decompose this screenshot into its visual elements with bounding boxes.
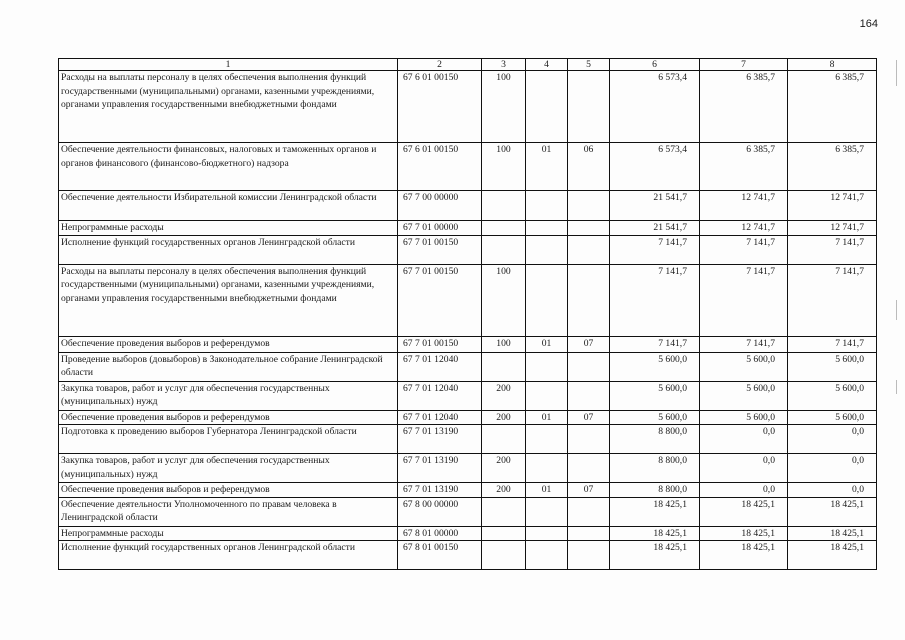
subsection [568, 526, 610, 541]
table-row [59, 410, 877, 425]
budget-code: 67 7 00 00000 [398, 191, 482, 221]
section: 01 [526, 483, 568, 498]
col-header: 4 [526, 59, 568, 71]
section: 01 [526, 143, 568, 191]
amount-col7: 18 425,1 [700, 541, 788, 570]
row-name: Расходы на выплаты персоналу в целях обеспечения выполнения функций государственными (муниципальными) органами, казенными учреждениями, органами управления государственными внебюджетными фондами [59, 264, 398, 336]
subsection [568, 191, 610, 221]
amount-col8: 5 600,0 [788, 352, 877, 381]
amount-col8: 0,0 [788, 483, 877, 498]
budget-code: 67 7 01 13190 [398, 483, 482, 498]
subsection [568, 381, 610, 410]
row-name: Обеспечение деятельности финансовых, налоговых и таможенных органов и органов финансового (финансово-бюджетного) надзора [59, 143, 398, 191]
amount-col8: 6 385,7 [788, 71, 877, 143]
amount-col7: 7 141,7 [700, 336, 788, 352]
row-name: Закупка товаров, работ и услуг для обеспечения государственных (муниципальных) нужд [59, 454, 398, 483]
expense-type: 100 [482, 143, 526, 191]
table-row [59, 454, 877, 483]
subsection: 07 [568, 410, 610, 425]
amount-col7: 7 141,7 [700, 264, 788, 336]
row-name: Обеспечение проведения выборов и референдумов [59, 410, 398, 425]
subsection [568, 264, 610, 336]
subsection [568, 71, 610, 143]
subsection [568, 352, 610, 381]
section [526, 71, 568, 143]
amount-col8: 7 141,7 [788, 264, 877, 336]
amount-col8: 12 741,7 [788, 191, 877, 221]
table-row [59, 191, 877, 221]
table-row [59, 381, 877, 410]
expense-type: 200 [482, 483, 526, 498]
table-row [59, 71, 877, 143]
col-header: 5 [568, 59, 610, 71]
table-row [59, 541, 877, 570]
amount-col6: 7 141,7 [610, 264, 700, 336]
section [526, 454, 568, 483]
col-header: 1 [59, 59, 398, 71]
section [526, 425, 568, 454]
expense-type [482, 191, 526, 221]
budget-code: 67 7 01 00150 [398, 336, 482, 352]
col-header: 2 [398, 59, 482, 71]
amount-col8: 18 425,1 [788, 497, 877, 526]
budget-code: 67 6 01 00150 [398, 71, 482, 143]
table-row [59, 235, 877, 264]
amount-col7: 12 741,7 [700, 191, 788, 221]
scan-edge-mark [896, 60, 897, 86]
section [526, 541, 568, 570]
amount-col6: 5 600,0 [610, 352, 700, 381]
budget-code: 67 7 01 00150 [398, 264, 482, 336]
table-row [59, 221, 877, 236]
expense-type: 100 [482, 336, 526, 352]
amount-col7: 0,0 [700, 425, 788, 454]
section [526, 381, 568, 410]
expense-type: 100 [482, 264, 526, 336]
scan-edge-mark [896, 300, 897, 320]
amount-col8: 7 141,7 [788, 336, 877, 352]
row-name: Расходы на выплаты персоналу в целях обеспечения выполнения функций государственными (муниципальными) органами, казенными учреждениями, органами управления государственными внебюджетными фондами [59, 71, 398, 143]
budget-code: 67 7 01 00150 [398, 235, 482, 264]
row-name: Подготовка к проведению выборов Губернатора Ленинградской области [59, 425, 398, 454]
expense-type: 200 [482, 381, 526, 410]
amount-col7: 6 385,7 [700, 71, 788, 143]
budget-code: 67 8 01 00000 [398, 526, 482, 541]
amount-col6: 8 800,0 [610, 483, 700, 498]
scan-edge-mark [896, 380, 897, 394]
budget-code: 67 7 01 12040 [398, 352, 482, 381]
subsection [568, 425, 610, 454]
amount-col7: 0,0 [700, 454, 788, 483]
section [526, 264, 568, 336]
budget-code: 67 6 01 00150 [398, 143, 482, 191]
col-header: 8 [788, 59, 877, 71]
section [526, 221, 568, 236]
amount-col6: 8 800,0 [610, 454, 700, 483]
table-row [59, 497, 877, 526]
amount-col6: 21 541,7 [610, 221, 700, 236]
table-row [59, 264, 877, 336]
expense-type [482, 497, 526, 526]
subsection: 06 [568, 143, 610, 191]
header-row [59, 59, 877, 71]
subsection: 07 [568, 483, 610, 498]
section: 01 [526, 336, 568, 352]
budget-code: 67 7 01 12040 [398, 410, 482, 425]
amount-col8: 7 141,7 [788, 235, 877, 264]
row-name: Обеспечение проведения выборов и референдумов [59, 483, 398, 498]
amount-col6: 7 141,7 [610, 235, 700, 264]
amount-col6: 6 573,4 [610, 71, 700, 143]
table-row [59, 425, 877, 454]
expense-type [482, 526, 526, 541]
amount-col8: 0,0 [788, 425, 877, 454]
section [526, 352, 568, 381]
budget-code: 67 7 01 00000 [398, 221, 482, 236]
section [526, 235, 568, 264]
row-name: Исполнение функций государственных органов Ленинградской области [59, 541, 398, 570]
amount-col7: 0,0 [700, 483, 788, 498]
expense-type: 200 [482, 454, 526, 483]
budget-code: 67 8 00 00000 [398, 497, 482, 526]
expense-type: 200 [482, 410, 526, 425]
expense-type: 100 [482, 71, 526, 143]
row-name: Обеспечение проведения выборов и референдумов [59, 336, 398, 352]
budget-code: 67 8 01 00150 [398, 541, 482, 570]
section [526, 191, 568, 221]
amount-col6: 18 425,1 [610, 541, 700, 570]
expense-type [482, 221, 526, 236]
amount-col7: 5 600,0 [700, 352, 788, 381]
col-header: 7 [700, 59, 788, 71]
table-row [59, 352, 877, 381]
col-header: 3 [482, 59, 526, 71]
amount-col6: 8 800,0 [610, 425, 700, 454]
row-name: Закупка товаров, работ и услуг для обеспечения государственных (муниципальных) нужд [59, 381, 398, 410]
subsection [568, 454, 610, 483]
amount-col8: 6 385,7 [788, 143, 877, 191]
budget-code: 67 7 01 13190 [398, 454, 482, 483]
expense-type [482, 425, 526, 454]
page-number: 164 [859, 18, 878, 30]
row-name: Исполнение функций государственных органов Ленинградской области [59, 235, 398, 264]
amount-col8: 18 425,1 [788, 541, 877, 570]
amount-col8: 5 600,0 [788, 410, 877, 425]
amount-col6: 6 573,4 [610, 143, 700, 191]
row-name: Непрограммные расходы [59, 221, 398, 236]
amount-col7: 18 425,1 [700, 497, 788, 526]
table-row [59, 483, 877, 498]
subsection: 07 [568, 336, 610, 352]
amount-col7: 6 385,7 [700, 143, 788, 191]
row-name: Непрограммные расходы [59, 526, 398, 541]
table-row [59, 336, 877, 352]
amount-col7: 5 600,0 [700, 410, 788, 425]
budget-code: 67 7 01 13190 [398, 425, 482, 454]
subsection [568, 221, 610, 236]
budget-table [58, 58, 877, 570]
section: 01 [526, 410, 568, 425]
amount-col6: 18 425,1 [610, 497, 700, 526]
amount-col6: 7 141,7 [610, 336, 700, 352]
amount-col7: 7 141,7 [700, 235, 788, 264]
expense-type [482, 235, 526, 264]
amount-col6: 21 541,7 [610, 191, 700, 221]
section [526, 497, 568, 526]
budget-code: 67 7 01 12040 [398, 381, 482, 410]
col-header: 6 [610, 59, 700, 71]
amount-col6: 5 600,0 [610, 381, 700, 410]
amount-col8: 5 600,0 [788, 381, 877, 410]
table-row [59, 143, 877, 191]
row-name: Проведение выборов (довыборов) в Законодательное собрание Ленинградской области [59, 352, 398, 381]
amount-col7: 12 741,7 [700, 221, 788, 236]
expense-type [482, 541, 526, 570]
amount-col8: 18 425,1 [788, 526, 877, 541]
table-row [59, 526, 877, 541]
row-name: Обеспечение деятельности Избирательной комиссии Ленинградской области [59, 191, 398, 221]
expense-type [482, 352, 526, 381]
subsection [568, 235, 610, 264]
amount-col7: 5 600,0 [700, 381, 788, 410]
amount-col6: 18 425,1 [610, 526, 700, 541]
amount-col8: 0,0 [788, 454, 877, 483]
subsection [568, 541, 610, 570]
amount-col7: 18 425,1 [700, 526, 788, 541]
amount-col6: 5 600,0 [610, 410, 700, 425]
subsection [568, 497, 610, 526]
row-name: Обеспечение деятельности Уполномоченного по правам человека в Ленинградской области [59, 497, 398, 526]
section [526, 526, 568, 541]
amount-col8: 12 741,7 [788, 221, 877, 236]
